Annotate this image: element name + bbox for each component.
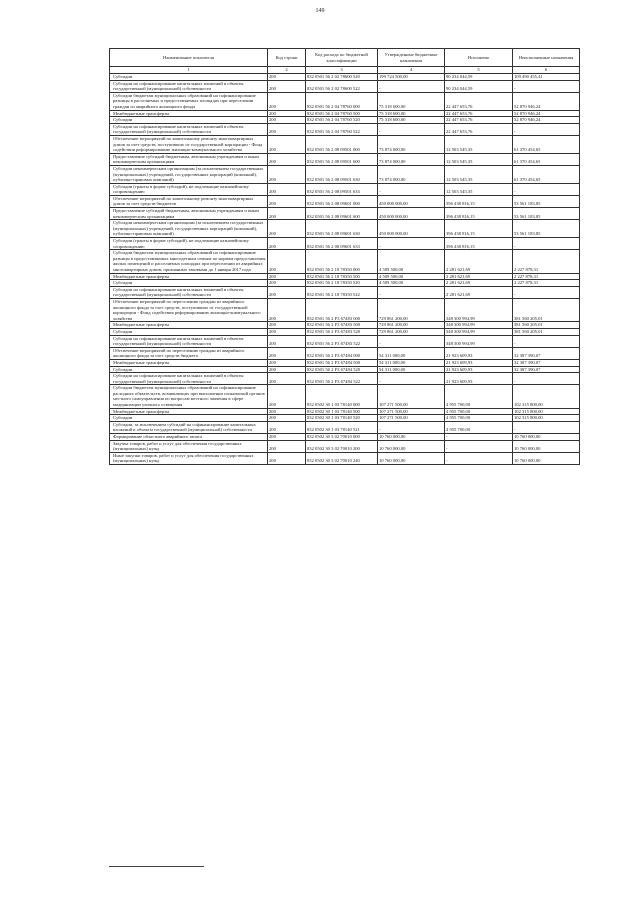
row-unexecuted-amount: 53 561 183,85 <box>513 220 580 238</box>
row-approved-amount: 10 760 000,00 <box>378 440 445 452</box>
table-row <box>110 415 580 422</box>
row-indicator-name: Обеспечение мероприятий по переселению граждан из аварийного жилищного фонда за счет средств бюджета <box>110 347 268 359</box>
row-budget-classification-code: 832 0501 56 2 08 09601 000 <box>306 195 378 207</box>
row-line-code: 200 <box>268 415 306 422</box>
row-budget-classification-code: 832 0501 56 2 02 78600 522 <box>306 80 378 92</box>
row-budget-classification-code: 832 0501 56 2 08 09501 600 <box>306 153 378 165</box>
row-indicator-name: Субсидии (гранты в форме субсидий), не подлежащие казначейскому сопровождению <box>110 183 268 195</box>
row-line-code: 200 <box>268 238 306 250</box>
row-approved-amount: - <box>378 80 445 92</box>
row-indicator-name: Межбюджетные трансферты <box>110 273 268 280</box>
row-unexecuted-amount: 32 387 390,07 <box>513 347 580 359</box>
row-executed-amount: 90 234 044,59 <box>445 74 513 81</box>
row-approved-amount: 54 311 000,00 <box>378 366 445 373</box>
row-indicator-name: Субсидии <box>110 280 268 287</box>
column-number: 2 <box>268 67 306 74</box>
row-approved-amount: 10 760 000,00 <box>378 452 445 464</box>
row-unexecuted-amount: 52 870 946,24 <box>513 110 580 117</box>
row-unexecuted-amount: - <box>513 80 580 92</box>
row-approved-amount: 450 000 000,00 <box>378 208 445 220</box>
table-row <box>110 359 580 366</box>
row-budget-classification-code: 832 0502 30 1 03 78140 520 <box>306 415 378 422</box>
row-unexecuted-amount: 52 870 946,24 <box>513 117 580 124</box>
row-unexecuted-amount: - <box>513 238 580 250</box>
column-number: 4 <box>378 67 445 74</box>
row-approved-amount: 450 000 000,00 <box>378 220 445 238</box>
row-approved-amount: - <box>378 183 445 195</box>
row-budget-classification-code: 832 0502 30 3 02 70010 200 <box>306 440 378 452</box>
row-indicator-name: Субсидии некоммерческим организациям (за исключением государственных (муниципальных) учреждений, государственных корпораций (компаний), публично-правовых компаний) <box>110 165 268 183</box>
row-unexecuted-amount: 61 370 454,65 <box>513 153 580 165</box>
header-unexecuted: Неисполненные назначения <box>513 49 580 67</box>
row-unexecuted-amount: 381 560 205,01 <box>513 298 580 321</box>
row-executed-amount: 21 923 609,93 <box>445 359 513 366</box>
table-row <box>110 328 580 335</box>
header-indicator-name: Наименование показателя <box>110 49 268 67</box>
row-indicator-name: Субсидии на софинансирование капитальных вложений в объекты государственной (муниципальной) собственности <box>110 373 268 385</box>
row-executed-amount: 396 438 816,15 <box>445 238 513 250</box>
row-indicator-name: Субсидии <box>110 328 268 335</box>
row-budget-classification-code: 832 0501 56 2 F3 67484 522 <box>306 373 378 385</box>
row-budget-classification-code: 832 0502 30 1 03 78140 500 <box>306 408 378 415</box>
row-budget-classification-code: 832 0501 56 2 02 78600 520 <box>306 74 378 81</box>
row-indicator-name: Субсидии на софинансирование капитальных вложений в объекты государственной (муниципальной) собственности <box>110 80 268 92</box>
row-executed-amount: 90 234 044,59 <box>445 80 513 92</box>
row-budget-classification-code: 832 0501 56 2 F3 67483 522 <box>306 335 378 347</box>
table-row <box>110 347 580 359</box>
row-unexecuted-amount: 2 227 878,31 <box>513 250 580 273</box>
row-approved-amount: - <box>378 421 445 433</box>
row-line-code: 200 <box>268 322 306 329</box>
row-approved-amount: 54 311 000,00 <box>378 359 445 366</box>
row-line-code: 200 <box>268 195 306 207</box>
row-line-code: 200 <box>268 366 306 373</box>
row-indicator-name: Субсидии на софинансирование капитальных вложений в объекты государственной (муниципальной) собственности <box>110 123 268 135</box>
row-line-code: 200 <box>268 117 306 124</box>
row-unexecuted-amount: - <box>513 421 580 433</box>
row-line-code: 200 <box>268 123 306 135</box>
row-executed-amount: - <box>445 440 513 452</box>
row-line-code: 200 <box>268 359 306 366</box>
row-executed-amount: 2 281 621,69 <box>445 280 513 287</box>
row-budget-classification-code: 832 0501 56 2 08 09601 600 <box>306 208 378 220</box>
row-unexecuted-amount: - <box>513 335 580 347</box>
row-executed-amount: 4 955 700,00 <box>445 385 513 408</box>
table-row <box>110 434 580 441</box>
table-row <box>110 250 580 273</box>
row-approved-amount: 73 874 000,00 <box>378 165 445 183</box>
row-indicator-name: Субсидии бюджетам муниципальных образований на софинансирование разницы в предоставляемых многодетным семьям по нормам предоставления жилых помещений и расселяемых площадях при переселении из аварийных многоквартирных домов, признанных таковыми до 1 января 2017 года <box>110 250 268 273</box>
footer-rule <box>109 866 204 867</box>
row-line-code: 200 <box>268 165 306 183</box>
row-unexecuted-amount: 2 227 878,31 <box>513 280 580 287</box>
row-approved-amount: 107 271 500,00 <box>378 385 445 408</box>
row-budget-classification-code: 832 0501 56 2 08 09601 633 <box>306 238 378 250</box>
table-row <box>110 92 580 110</box>
row-budget-classification-code: 832 0502 30 1 03 78140 000 <box>306 385 378 408</box>
row-indicator-name: Межбюджетные трансферты <box>110 110 268 117</box>
row-approved-amount: 729 861 200,00 <box>378 322 445 329</box>
row-indicator-name: Иные закупки товаров, работ и услуг для обеспечения государственных (муниципальных) нужд <box>110 452 268 464</box>
row-line-code: 200 <box>268 421 306 433</box>
row-indicator-name: Формирование областного аварийного запаса <box>110 434 268 441</box>
table-row <box>110 135 580 153</box>
row-indicator-name: Субсидии некоммерческим организациям (за исключением государственных (муниципальных) учреждений, государственных корпораций (компаний), публично-правовых компаний) <box>110 220 268 238</box>
row-executed-amount: 4 955 700,00 <box>445 408 513 415</box>
row-budget-classification-code: 832 0501 56 2 18 78350 520 <box>306 280 378 287</box>
row-executed-amount: 21 923 609,93 <box>445 347 513 359</box>
table-row <box>110 440 580 452</box>
row-approved-amount: 75 318 600,00 <box>378 117 445 124</box>
table-row <box>110 366 580 373</box>
row-unexecuted-amount: 10 760 000,00 <box>513 434 580 441</box>
table-row <box>110 322 580 329</box>
row-indicator-name: Субсидии, за исключением субсидий на софинансирование капитальных вложений в объекты государственной (муниципальной) собственности <box>110 421 268 433</box>
row-executed-amount: 21 923 609,93 <box>445 373 513 385</box>
row-line-code: 200 <box>268 452 306 464</box>
row-approved-amount: 54 311 000,00 <box>378 347 445 359</box>
table-row <box>110 298 580 321</box>
row-line-code: 200 <box>268 80 306 92</box>
row-indicator-name: Субсидии (гранты в форме субсидий), не подлежащие казначейскому сопровождению <box>110 238 268 250</box>
row-approved-amount: 199 724 500,00 <box>378 74 445 81</box>
row-indicator-name: Субсидии <box>110 415 268 422</box>
row-indicator-name: Предоставление субсидий бюджетным, автономным учреждениям и иным некоммерческим организациям <box>110 208 268 220</box>
row-line-code: 200 <box>268 208 306 220</box>
row-budget-classification-code: 832 0501 56 2 18 78350 522 <box>306 286 378 298</box>
column-number: 1 <box>110 67 268 74</box>
row-unexecuted-amount: 53 561 183,85 <box>513 208 580 220</box>
row-executed-amount: 348 300 994,99 <box>445 335 513 347</box>
row-indicator-name: Межбюджетные трансферты <box>110 408 268 415</box>
row-line-code: 200 <box>268 273 306 280</box>
row-executed-amount: 396 438 816,15 <box>445 208 513 220</box>
row-executed-amount: 2 281 621,69 <box>445 250 513 273</box>
row-executed-amount: 396 438 816,15 <box>445 195 513 207</box>
row-unexecuted-amount: 52 870 946,24 <box>513 92 580 110</box>
column-number-row <box>110 67 580 74</box>
row-executed-amount: 22 447 653,76 <box>445 123 513 135</box>
row-indicator-name: Субсидии <box>110 117 268 124</box>
row-indicator-name: Субсидии бюджетам муниципальных образований на софинансирование расходных обязательств, возникающих при выполнении полномочий органов местного самоуправления по вопросам местного значения в сфере модернизации уличного освещения <box>110 385 268 408</box>
row-budget-classification-code: 832 0501 56 2 18 78350 500 <box>306 273 378 280</box>
column-number: 6 <box>513 67 580 74</box>
row-budget-classification-code: 832 0502 30 3 02 70010 000 <box>306 434 378 441</box>
row-line-code: 200 <box>268 183 306 195</box>
page-number: 149 <box>315 8 325 14</box>
row-approved-amount: 73 874 000,00 <box>378 153 445 165</box>
row-budget-classification-code: 832 0501 56 2 04 78760 000 <box>306 92 378 110</box>
row-line-code: 200 <box>268 335 306 347</box>
row-line-code: 200 <box>268 153 306 165</box>
row-indicator-name: Обеспечение мероприятий по переселению граждан из аварийного жилищного фонда за счет средств, поступивших от государственной корпорации - Фонд содействия реформированию жилищно-коммунального хозяйства <box>110 298 268 321</box>
row-approved-amount: 4 509 500,00 <box>378 280 445 287</box>
row-budget-classification-code: 832 0501 56 2 08 09601 630 <box>306 220 378 238</box>
header-budget-classification-code: Код расхода по бюджетной классификации <box>306 49 378 67</box>
table-row <box>110 74 580 81</box>
row-budget-classification-code: 832 0501 56 2 08 09501 630 <box>306 165 378 183</box>
row-unexecuted-amount: 32 387 390,07 <box>513 359 580 366</box>
row-executed-amount: 12 503 545,35 <box>445 165 513 183</box>
table-row <box>110 165 580 183</box>
row-budget-classification-code: 832 0501 56 2 04 78760 500 <box>306 110 378 117</box>
table-row <box>110 117 580 124</box>
header-approved-appropriations: Утвержденные бюджетные назначения <box>378 49 445 67</box>
row-indicator-name: Субсидии <box>110 74 268 81</box>
row-executed-amount: 348 300 994,99 <box>445 298 513 321</box>
row-budget-classification-code: 832 0501 56 2 F3 67483 520 <box>306 328 378 335</box>
row-unexecuted-amount: 102 315 800,00 <box>513 415 580 422</box>
row-indicator-name: Обеспечение мероприятий по капитальному ремонту многоквартирных домов за счет средств, поступивших от государственной корпорации - Фонд содействия реформированию жилищно-коммунального хозяйства <box>110 135 268 153</box>
row-line-code: 200 <box>268 408 306 415</box>
table-row <box>110 183 580 195</box>
header-executed: Исполнено <box>445 49 513 67</box>
row-budget-classification-code: 832 0501 56 2 F3 67483 500 <box>306 322 378 329</box>
row-unexecuted-amount: 61 370 454,65 <box>513 135 580 153</box>
table-row <box>110 373 580 385</box>
row-line-code: 200 <box>268 74 306 81</box>
row-indicator-name: Предоставление субсидий бюджетным, автономным учреждениям и иным некоммерческим организациям <box>110 153 268 165</box>
table-row <box>110 408 580 415</box>
row-approved-amount: - <box>378 373 445 385</box>
row-executed-amount: 12 503 545,35 <box>445 135 513 153</box>
row-approved-amount: - <box>378 123 445 135</box>
row-line-code: 200 <box>268 328 306 335</box>
row-approved-amount: 729 861 200,00 <box>378 298 445 321</box>
table-row <box>110 421 580 433</box>
row-approved-amount: 73 874 000,00 <box>378 135 445 153</box>
row-executed-amount: 12 503 545,35 <box>445 153 513 165</box>
row-executed-amount: 22 447 653,76 <box>445 117 513 124</box>
row-unexecuted-amount: 381 560 205,01 <box>513 322 580 329</box>
row-approved-amount: 75 318 600,00 <box>378 92 445 110</box>
table-row <box>110 208 580 220</box>
row-line-code: 200 <box>268 135 306 153</box>
row-line-code: 200 <box>268 286 306 298</box>
row-unexecuted-amount: 109 490 455,41 <box>513 74 580 81</box>
row-approved-amount: 107 271 500,00 <box>378 408 445 415</box>
row-approved-amount: 10 760 000,00 <box>378 434 445 441</box>
row-unexecuted-amount: 61 370 454,65 <box>513 165 580 183</box>
row-budget-classification-code: 832 0501 56 2 F3 67484 520 <box>306 366 378 373</box>
table-row <box>110 286 580 298</box>
row-executed-amount: 2 281 621,69 <box>445 286 513 298</box>
row-executed-amount: 4 955 700,00 <box>445 421 513 433</box>
row-budget-classification-code: 832 0502 30 3 02 70010 240 <box>306 452 378 464</box>
row-indicator-name: Межбюджетные трансферты <box>110 359 268 366</box>
row-executed-amount: 396 438 816,15 <box>445 220 513 238</box>
row-unexecuted-amount: 10 760 000,00 <box>513 440 580 452</box>
row-executed-amount: 22 447 653,76 <box>445 92 513 110</box>
row-unexecuted-amount: 2 227 878,31 <box>513 273 580 280</box>
row-indicator-name: Закупка товаров, работ и услуг для обеспечения государственных (муниципальных) нужд <box>110 440 268 452</box>
row-executed-amount: 12 503 545,35 <box>445 183 513 195</box>
header-line-code: Код строки <box>268 49 306 67</box>
row-budget-classification-code: 832 0502 30 1 03 78140 521 <box>306 421 378 433</box>
row-line-code: 200 <box>268 440 306 452</box>
row-line-code: 200 <box>268 373 306 385</box>
row-executed-amount: 22 447 653,76 <box>445 110 513 117</box>
column-number: 3 <box>306 67 378 74</box>
row-executed-amount: 21 923 609,93 <box>445 366 513 373</box>
table-row <box>110 452 580 464</box>
row-executed-amount: 348 300 994,99 <box>445 328 513 335</box>
row-indicator-name: Субсидии бюджетам муниципальных образований на софинансирование разницы в расселяемых и предоставляемых площадях при переселении граждан из аварийного жилищного фонда <box>110 92 268 110</box>
row-budget-classification-code: 832 0501 56 2 F3 67483 000 <box>306 298 378 321</box>
row-indicator-name: Субсидии <box>110 366 268 373</box>
row-line-code: 200 <box>268 220 306 238</box>
row-approved-amount: 75 318 600,00 <box>378 110 445 117</box>
table-row <box>110 195 580 207</box>
row-budget-classification-code: 832 0501 56 2 04 78760 522 <box>306 123 378 135</box>
table-row <box>110 385 580 408</box>
row-line-code: 200 <box>268 280 306 287</box>
row-line-code: 200 <box>268 298 306 321</box>
row-approved-amount: - <box>378 286 445 298</box>
table-row <box>110 80 580 92</box>
table-row <box>110 280 580 287</box>
row-unexecuted-amount: - <box>513 123 580 135</box>
row-executed-amount: - <box>445 434 513 441</box>
row-indicator-name: Обеспечение мероприятий по капитальному ремонту многоквартирных домов за счет средств бюджетов <box>110 195 268 207</box>
table-header-row <box>110 49 580 67</box>
row-approved-amount: 4 509 500,00 <box>378 250 445 273</box>
row-approved-amount: 450 000 000,00 <box>378 195 445 207</box>
row-executed-amount: 4 955 700,00 <box>445 415 513 422</box>
row-unexecuted-amount: 32 387 390,07 <box>513 366 580 373</box>
row-unexecuted-amount: 10 760 000,00 <box>513 452 580 464</box>
row-unexecuted-amount: 102 315 800,00 <box>513 408 580 415</box>
row-unexecuted-amount: - <box>513 183 580 195</box>
table-row <box>110 220 580 238</box>
table-row <box>110 110 580 117</box>
row-approved-amount: 4 509 500,00 <box>378 273 445 280</box>
row-indicator-name: Субсидии на софинансирование капитальных вложений в объекты государственной (муниципальной) собственности <box>110 335 268 347</box>
row-line-code: 200 <box>268 92 306 110</box>
table-row <box>110 273 580 280</box>
table-row <box>110 123 580 135</box>
table-row <box>110 238 580 250</box>
row-approved-amount: 107 271 500,00 <box>378 415 445 422</box>
table-row <box>110 153 580 165</box>
row-executed-amount: - <box>445 452 513 464</box>
row-unexecuted-amount: - <box>513 286 580 298</box>
row-executed-amount: 348 300 994,99 <box>445 322 513 329</box>
row-approved-amount: - <box>378 238 445 250</box>
row-budget-classification-code: 832 0501 56 2 04 78760 520 <box>306 117 378 124</box>
row-unexecuted-amount: - <box>513 373 580 385</box>
row-line-code: 200 <box>268 347 306 359</box>
row-budget-classification-code: 832 0501 56 2 08 09501 000 <box>306 135 378 153</box>
row-line-code: 200 <box>268 385 306 408</box>
budget-execution-table <box>109 48 580 465</box>
row-executed-amount: 2 281 621,69 <box>445 273 513 280</box>
row-budget-classification-code: 832 0501 56 2 18 78350 000 <box>306 250 378 273</box>
row-indicator-name: Субсидии на софинансирование капитальных вложений в объекты государственной (муниципальной) собственности <box>110 286 268 298</box>
row-budget-classification-code: 832 0501 56 2 F3 67484 500 <box>306 359 378 366</box>
row-unexecuted-amount: 102 315 800,00 <box>513 385 580 408</box>
row-unexecuted-amount: 53 561 183,85 <box>513 195 580 207</box>
row-unexecuted-amount: 381 560 205,01 <box>513 328 580 335</box>
row-approved-amount: - <box>378 335 445 347</box>
row-indicator-name: Межбюджетные трансферты <box>110 322 268 329</box>
row-budget-classification-code: 832 0501 56 2 F3 67484 000 <box>306 347 378 359</box>
row-budget-classification-code: 832 0501 56 2 08 09501 633 <box>306 183 378 195</box>
row-line-code: 200 <box>268 110 306 117</box>
row-line-code: 200 <box>268 434 306 441</box>
row-line-code: 200 <box>268 250 306 273</box>
row-approved-amount: 729 861 200,00 <box>378 328 445 335</box>
column-number: 5 <box>445 67 513 74</box>
table-row <box>110 335 580 347</box>
